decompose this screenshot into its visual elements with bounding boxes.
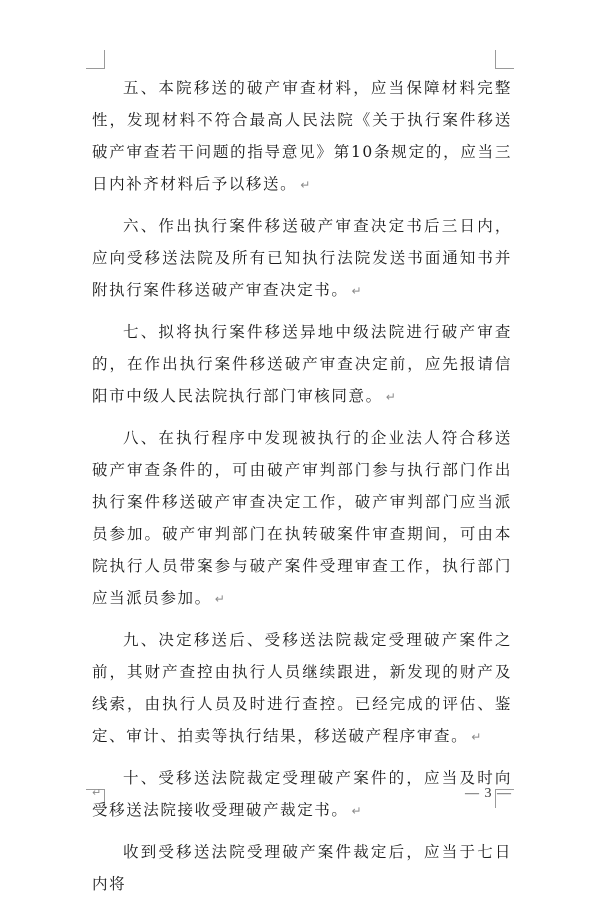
paragraph-mark: ↵: [300, 178, 311, 192]
paragraph-8: [92, 422, 512, 615]
paragraph-mark: ↵: [351, 284, 362, 298]
paragraph-6: [92, 210, 512, 307]
paragraph-5: [92, 72, 512, 201]
paragraph-mark: ↵: [214, 592, 225, 606]
paragraph-7: [92, 316, 512, 413]
paragraph-continuation: [92, 836, 512, 900]
paragraph-text: 收到受移送法院受理破产案件裁定后，应当于七日内将: [92, 843, 512, 893]
paragraph-mark: ↵: [471, 730, 482, 744]
paragraph-text: 九、决定移送后、受移送法院裁定受理破产案件之前，其财产查控由执行人员继续跟进，新发现的财产及线索，由执行人员及时进行查控。已经完成的评估、鉴定、审计、拍卖等执行结果，移送破产程序审查。: [92, 631, 512, 745]
paragraph-9: [92, 624, 512, 753]
paragraph-text: 七、拟将执行案件移送异地中级法院进行破产审查的，在作出执行案件移送破产审查决定前，应先报请信阳市中级人民法院执行部门审核同意。: [92, 323, 512, 405]
paragraph-text: 十、受移送法院裁定受理破产案件的，应当及时向受移送法院接收受理破产裁定书。: [92, 769, 512, 819]
paragraph-mark: ↵: [351, 804, 362, 818]
crop-mark-top-right: [495, 50, 514, 69]
document-body: [92, 72, 512, 909]
paragraph-10: [92, 762, 512, 827]
crop-mark-top-left: [86, 50, 105, 69]
paragraph-text: 八、在执行程序中发现被执行的企业法人符合移送破产审查条件的，可由破产审判部门参与执行部门作出执行案件移送破产审查决定工作，破产审判部门应当派员参加。破产审判部门在执转破案件审查期间，可由本院执行人员带案参与破产案件受理审查工作，执行部门应当派员参加。: [92, 429, 512, 607]
paragraph-text: 六、作出执行案件移送破产审查决定书后三日内，应向受移送法院及所有已知执行法院发送书面通知书并附执行案件移送破产审查决定书。: [92, 217, 512, 299]
paragraph-mark: ↵: [385, 390, 396, 404]
footer-paragraph-mark: ↵: [92, 786, 102, 799]
paragraph-text: 五、本院移送的破产审查材料，应当保障材料完整性，发现材料不符合最高人民法院《关于执行案件移送破产审查若干问题的指导意见》第10条规定的，应当三日内补齐材料后予以移送。: [92, 79, 512, 193]
page-number: — 3 —: [465, 786, 512, 801]
